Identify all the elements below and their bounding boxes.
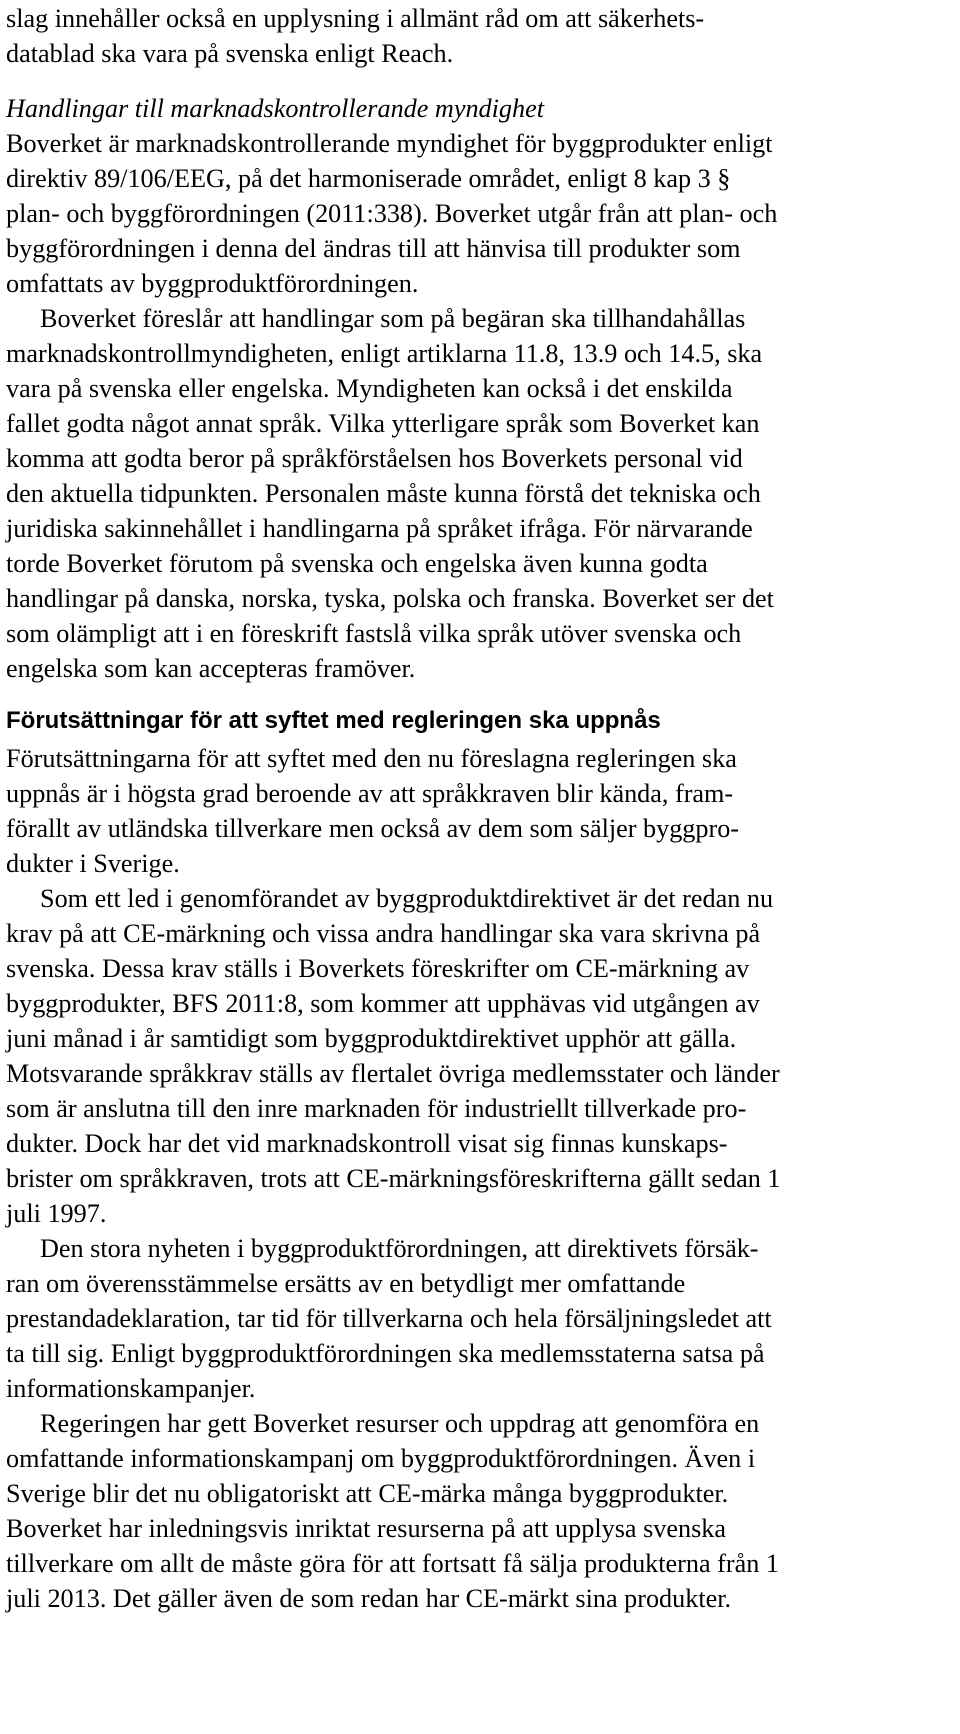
body-text-line: förallt av utländska tillverkare men också av dem som säljer byggpro- [6,814,740,843]
body-text-line: brister om språkkraven, trots att CE-märkningsföreskrifterna gällt sedan 1 [6,1164,781,1193]
body-text-line: torde Boverket förutom på svenska och engelska även kunna godta [6,549,708,578]
body-text-line: som är anslutna till den inre marknaden för industriellt tillverkade pro- [6,1094,747,1123]
body-text-line: direktiv 89/106/EEG, på det harmoniserade området, enligt 8 kap 3 § [6,164,731,193]
body-text-line: tillverkare om allt de måste göra för att fortsatt få sälja produkterna från 1 [6,1549,779,1578]
body-text-line: krav på att CE-märkning och vissa andra handlingar ska vara skrivna på [6,919,761,948]
body-text-line: den aktuella tidpunkten. Personalen måste kunna förstå det tekniska och [6,479,761,508]
body-text-line: ta till sig. Enligt byggproduktförordningen ska medlemsstaterna satsa på [6,1339,765,1368]
body-text-line: informationskampanjer. [6,1374,256,1403]
body-text-line: marknadskontrollmyndigheten, enligt artiklarna 11.8, 13.9 och 14.5, ska [6,339,763,368]
body-text-line: ran om överensstämmelse ersätts av en betydligt mer omfattande [6,1269,686,1298]
body-text-line: Den stora nyheten i byggproduktförordningen, att direktivets försäk- [40,1234,759,1263]
body-text-line: datablad ska vara på svenska enligt Reach. [6,39,454,68]
body-text-line: omfattande informationskampanj om byggproduktförordningen. Även i [6,1444,756,1473]
body-text-line: Boverket är marknadskontrollerande myndighet för byggprodukter enligt [6,129,773,158]
body-text-line: handlingar på danska, norska, tyska, polska och franska. Boverket ser det [6,584,774,613]
body-text-line: juli 2013. Det gäller även de som redan har CE-märkt sina produkter. [6,1584,732,1613]
body-text-line: dukter. Dock har det vid marknadskontroll visat sig finnas kunskaps- [6,1129,728,1158]
body-text-line: Sverige blir det nu obligatoriskt att CE-märka många byggprodukter. [6,1479,729,1508]
body-text-line: engelska som kan accepteras framöver. [6,654,416,683]
body-text-line: Förutsättningarna för att syftet med den nu föreslagna regleringen ska [6,744,737,773]
body-text-line: som olämpligt att i en föreskrift fastslå vilka språk utöver svenska och [6,619,742,648]
body-text-line: juni månad i år samtidigt som byggproduktdirektivet upphör att gälla. [6,1024,737,1053]
section-heading: Förutsättningar för att syftet med regleringen ska uppnås [6,707,661,734]
body-text-line: Boverket föreslår att handlingar som på begäran ska tillhandahållas [40,304,746,333]
body-text-line: plan- och byggförordningen (2011:338). Boverket utgår från att plan- och [6,199,778,228]
body-text-line: omfattats av byggproduktförordningen. [6,269,419,298]
body-text-line: prestandadeklaration, tar tid för tillverkarna och hela försäljningsledet att [6,1304,772,1333]
subheading-italic: Handlingar till marknadskontrollerande myndighet [6,94,545,123]
body-text-line: Som ett led i genomförandet av byggproduktdirektivet är det redan nu [40,884,774,913]
body-text-line: byggprodukter, BFS 2011:8, som kommer att upphävas vid utgången av [6,989,760,1018]
body-text-line: dukter i Sverige. [6,849,180,878]
body-text-line: komma att godta beror på språkförståelsen hos Boverkets personal vid [6,444,743,473]
body-text-line: byggförordningen i denna del ändras till att hänvisa till produkter som [6,234,741,263]
body-text-line: uppnås är i högsta grad beroende av att språkkraven blir kända, fram- [6,779,734,808]
body-text-line: Regeringen har gett Boverket resurser och uppdrag att genomföra en [40,1409,760,1438]
body-text-line: Motsvarande språkkrav ställs av flertalet övriga medlemsstater och länder [6,1059,780,1088]
body-text-line: fallet godta något annat språk. Vilka ytterligare språk som Boverket kan [6,409,760,438]
body-text-line: juridiska sakinnehållet i handlingarna på språket ifråga. För närvarande [6,514,753,543]
body-text-line: svenska. Dessa krav ställs i Boverkets föreskrifter om CE-märkning av [6,954,750,983]
body-text-line: juli 1997. [6,1199,107,1228]
body-text-line: slag innehåller också en upplysning i allmänt råd om att säkerhets- [6,4,705,33]
body-text-line: Boverket har inledningsvis inriktat resurserna på att upplysa svenska [6,1514,726,1543]
body-text-line: vara på svenska eller engelska. Myndigheten kan också i det enskilda [6,374,733,403]
